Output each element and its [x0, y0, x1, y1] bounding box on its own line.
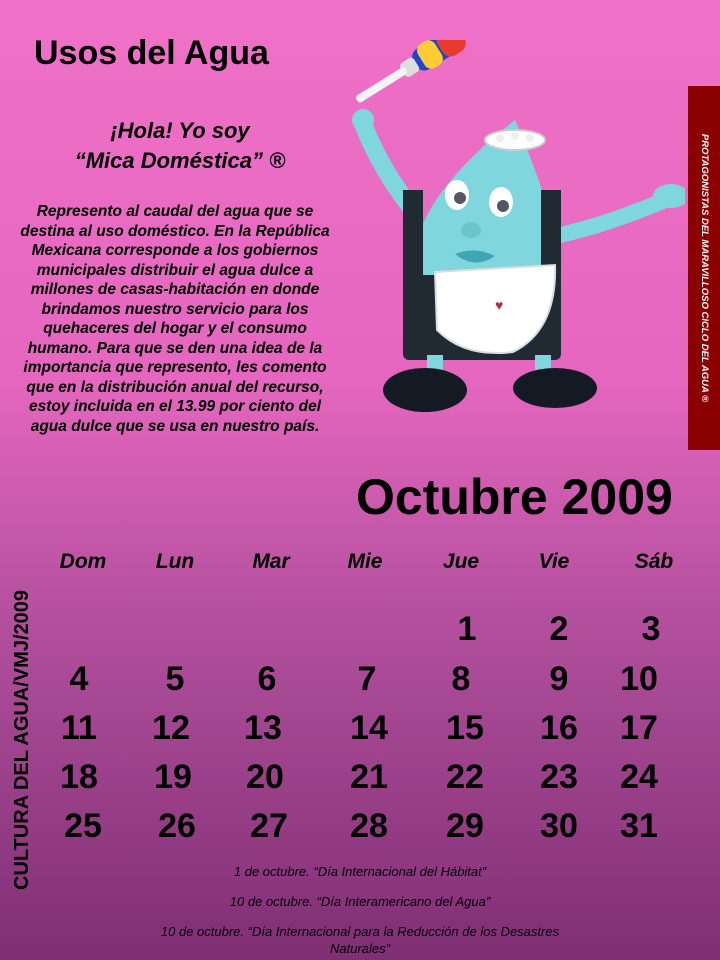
calendar-day: 16	[540, 709, 578, 747]
calendar-day: 11	[61, 709, 97, 747]
calendar-day: 24	[620, 758, 658, 796]
weekday-tuesday: Mar	[252, 550, 290, 573]
calendar-day: 18	[60, 758, 98, 796]
greeting-line-2: “Mica Doméstica” ®	[74, 148, 286, 173]
calendar-day: 10	[620, 660, 658, 698]
weekday-sunday: Dom	[59, 550, 107, 573]
calendar-day: 21	[350, 758, 388, 796]
note-disaster-reduction-day-cont: Naturales”	[330, 941, 390, 956]
greeting-line-1: ¡Hola! Yo soy	[110, 118, 250, 143]
note-disaster-reduction-day: 10 de octubre. “Día Internacional para la Reducción de los Desastres	[160, 924, 560, 939]
weekday-friday: Vie	[538, 550, 570, 573]
calendar-day: 13	[244, 709, 282, 747]
description-text: Represento al caudal del agua que se destina al uso doméstico. En la República Mexicana corresponde a los gobiernos municipales distribuir el agua dulce a millones de casas-habitación en donde brindamos nuestro servicio para los quehaceres del hogar y el consumo humano. Para que se den una idea de la importancia que represento, les comento que en la distribución anual del recurso, estoy incluida en el 13.99 por ciento del agua dulce que se usa en nuestro país.	[20, 203, 330, 435]
calendar-day: 22	[446, 758, 484, 796]
calendar-day: 4	[69, 660, 89, 698]
calendar-day: 23	[540, 758, 578, 796]
note-water-day: 10 de octubre. “Día Interamericano del Agua”	[229, 894, 491, 909]
calendar-day: 28	[350, 807, 388, 845]
calendar-day: 29	[446, 807, 484, 845]
page-title: Usos del Agua	[34, 34, 269, 72]
calendar-day: 6	[257, 660, 277, 698]
side-banner-text: PROTAGONISTAS DEL MARAVILLOSO CICLO DEL AGUA ®	[699, 133, 710, 403]
calendar-day: 30	[540, 807, 578, 845]
weekday-monday: Lun	[155, 550, 195, 573]
weekday-saturday: Sáb	[634, 550, 674, 573]
calendar-day: 14	[350, 709, 388, 747]
calendar-day: 20	[246, 758, 284, 796]
greeting	[20, 116, 340, 176]
calendar-day: 19	[154, 758, 192, 796]
calendar-day: 9	[549, 660, 569, 698]
calendar-day: 12	[152, 709, 190, 747]
calendar-day: 7	[357, 660, 377, 698]
left-banner-text: CULTURA DEL AGUA/VMJ/2009	[11, 589, 33, 891]
calendar-day: 17	[620, 709, 658, 747]
weekday-wednesday: Mie	[347, 550, 383, 573]
calendar-day: 31	[620, 807, 658, 845]
svg-text:♥: ♥	[495, 297, 504, 313]
water-drop-mascot-icon	[345, 40, 685, 420]
note-habitat-day: 1 de octubre. “Día Internacional del Hábitat”	[233, 864, 487, 879]
calendar-day: 26	[158, 807, 196, 845]
calendar-day: 27	[250, 807, 288, 845]
weekday-thursday: Jue	[442, 550, 480, 573]
calendar-day: 1	[457, 610, 477, 648]
calendar-day: 25	[64, 807, 102, 845]
calendar-day: 15	[446, 709, 484, 747]
side-banner	[688, 86, 720, 450]
calendar-day: 3	[641, 610, 661, 648]
calendar-day: 5	[165, 660, 185, 698]
month-title: Octubre 2009	[356, 469, 673, 525]
calendar-day: 8	[451, 660, 471, 698]
calendar-day: 2	[549, 610, 569, 648]
